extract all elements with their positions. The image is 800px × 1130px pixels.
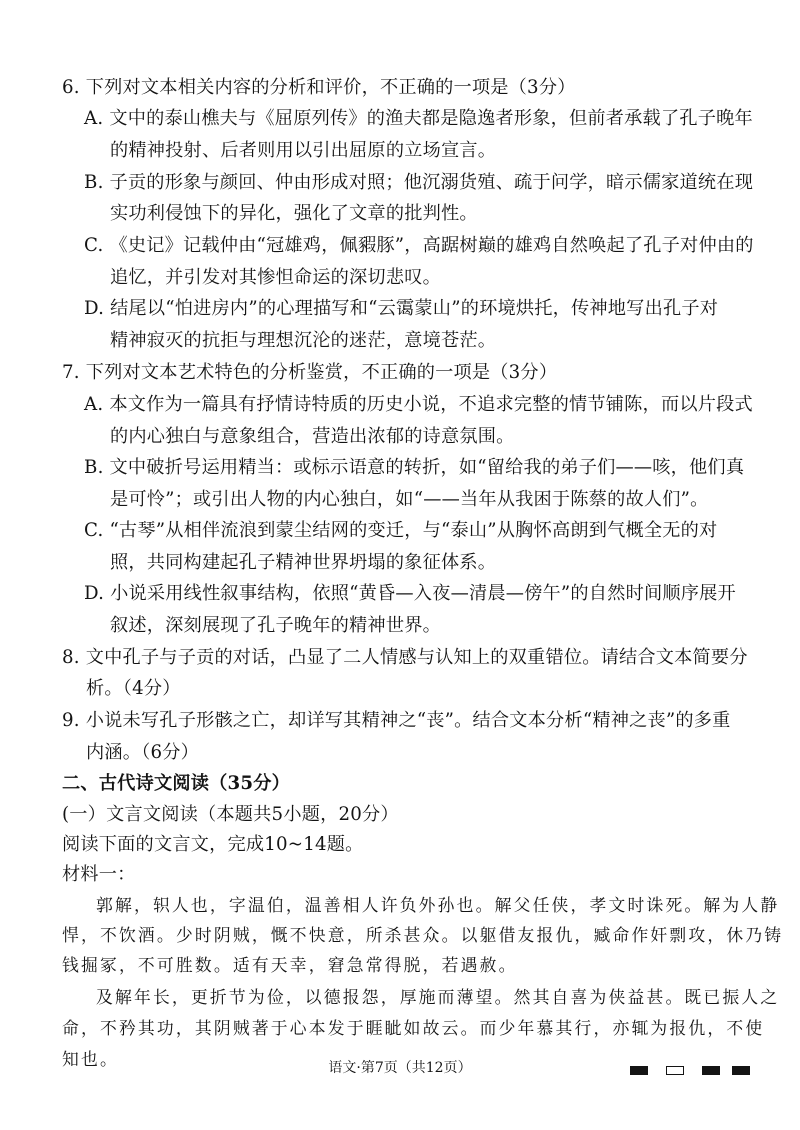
q6-option-c: [84, 234, 754, 258]
option-text: 文中破折号运用精当：或标示语意的转折，如“留给我的弟子们——咳，他们真: [109, 457, 745, 478]
option-text: 本文作为一篇具有抒情诗特质的历史小说，不追求完整的情节铺陈，而以片段式: [109, 394, 753, 415]
q7-option-a-cont: 的内心独白与意象组合，营造出浓郁的诗意氛围。: [110, 426, 515, 447]
passage-line: 及解年长，更折节为俭，以德报怨，厚施而薄望。然其自喜为侠益甚。既已振人之: [96, 987, 780, 1007]
question-number: 8.: [62, 647, 80, 668]
option-text: “古琴”从相伴流浪到蒙尘结网的变迁，与“泰山”从胸怀高朗到气概全无的对: [109, 520, 718, 541]
q6-option-b-cont: 实功利侵蚀下的异化，强化了文章的批判性。: [110, 203, 478, 224]
question-text: 文中孔子与子贡的对话，凸显了二人情感与认知上的双重错位。请结合文本简要分: [85, 647, 748, 668]
option-text: 小说采用线性叙事结构，依照“黄昏—入夜—清晨—傍午”的自然时间顺序展开: [110, 583, 736, 604]
option-text: 结尾以“怕进房内”的心理描写和“云霭蒙山”的环境烘托，传神地写出孔子对: [110, 298, 719, 319]
passage-line: 郭解，轵人也，字温伯，温善相人许负外孙也。解父任侠，孝文时诛死。解为人静: [96, 895, 780, 915]
q6-option-a: [84, 107, 753, 131]
registration-mark-solid: [630, 1066, 648, 1075]
registration-mark-solid: [702, 1066, 720, 1075]
material-label: 材料一：: [62, 864, 136, 885]
q6-option-a-cont: 的精神投射、后者则用以引出屈原的立场宣言。: [110, 140, 497, 161]
passage-line: 钱掘冢，不可胜数。适有天幸，窘急常得脱，若遇赦。: [62, 955, 518, 975]
option-label: A.: [84, 108, 104, 129]
option-label: B.: [84, 172, 104, 193]
passage-line: 悍，不饮酒。少时阴贼，慨不快意，所杀甚众。以躯借友报仇，臧命作奸剽攻，休乃铸: [62, 925, 784, 945]
registration-mark-hollow: [666, 1066, 684, 1075]
question-number: 9.: [62, 710, 80, 731]
q7-option-c: [84, 519, 717, 543]
question-text: 下列对文本艺术特色的分析鉴赏，不正确的一项是（3分）: [85, 362, 558, 383]
option-text: 《史记》记载仲由“冠雄鸡，佩豭豚”，高踞树巅的雄鸡自然唤起了孔子对仲由的: [109, 235, 754, 256]
registration-mark-solid: [732, 1066, 750, 1075]
section-title: 二、古代诗文阅读（35分）: [62, 773, 290, 794]
q7-option-d-cont: 叙述，深刻展现了孔子晚年的精神世界。: [110, 615, 441, 636]
q7-option-a: [84, 393, 753, 417]
option-label: A.: [84, 394, 104, 415]
question-8-cont: 析。（4分）: [86, 678, 181, 699]
option-text: 文中的泰山樵夫与《屈原列传》的渔夫都是隐逸者形象，但前者承载了孔子晚年: [109, 108, 753, 129]
q6-option-c-cont: 追忆，并引发对其惨怛命运的深切悲叹。: [110, 267, 441, 288]
page-footer: 语文·第7页（共12页）: [328, 1060, 472, 1076]
question-9-cont: 内涵。（6分）: [86, 742, 199, 763]
section-subtitle: (一）文言文阅读（本题共5小题，20分）: [62, 804, 399, 825]
option-label: B.: [84, 457, 104, 478]
question-9: [62, 709, 731, 733]
section-instruction: 阅读下面的文言文，完成10~14题。: [62, 834, 364, 855]
question-8: [62, 646, 748, 670]
question-text: 下列对文本相关内容的分析和评价，不正确的一项是（3分）: [85, 77, 576, 98]
q6-option-b: [84, 171, 753, 195]
option-label: C.: [84, 235, 104, 256]
question-7-stem: [62, 361, 557, 385]
question-text: 小说未写孔子形骸之亡，却详写其精神之“丧”。结合文本分析“精神之丧”的多重: [85, 710, 731, 731]
q7-option-b: [84, 456, 744, 480]
q6-option-d: [84, 297, 718, 321]
q6-option-d-cont: 精神寂灭的抗拒与理想沉沦的迷茫，意境苍茫。: [110, 330, 497, 351]
passage-line: 知也。: [62, 1049, 119, 1069]
option-text: 子贡的形象与颜回、仲由形成对照；他沉溺货殖、疏于问学，暗示儒家道统在现: [109, 172, 754, 193]
option-label: D.: [84, 298, 105, 319]
passage-line: 命，不矜其功，其阴贼著于心本发于睚眦如故云。而少年慕其行，亦辄为报仇，不使: [62, 1018, 765, 1038]
q7-option-d: [84, 582, 736, 606]
q7-option-b-cont: 是可怜”；或引出人物的内心独白，如“——当年从我困于陈蔡的故人们”。: [110, 489, 709, 510]
option-label: D.: [84, 583, 105, 604]
question-number: 7.: [62, 362, 80, 383]
option-label: C.: [84, 520, 104, 541]
question-number: 6.: [62, 77, 80, 98]
question-6-stem: [62, 76, 576, 100]
q7-option-c-cont: 照，共同构建起孔子精神世界坍塌的象征体系。: [110, 552, 497, 573]
